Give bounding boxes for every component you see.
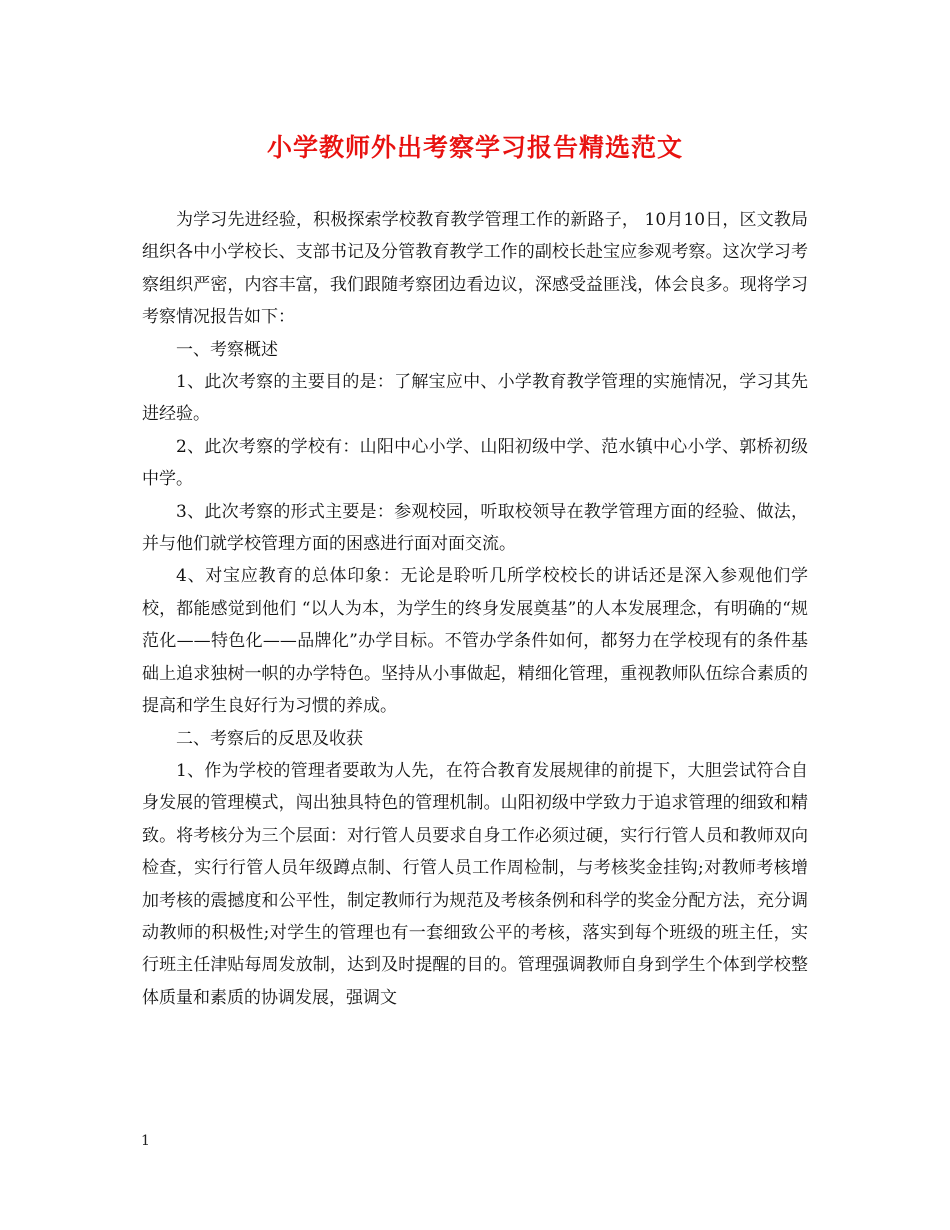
overview-item-format: 3、此次考察的形式主要是：参观校园，听取校领导在教学管理方面的经验、做法，并与他们就学校管理方面的困惑进行面对面交流。: [142, 501, 808, 555]
overview-item-impression: 4、对宝应教育的总体印象：无论是聆听几所学校校长的讲话还是深入参观他们学校，都能感觉到他们 “以人为本，为学生的终身发展奠基”的人本发展理念，有明确的“规范化——特色化——品牌化”办学目标。不管办学条件如何，都努力在学校现有的条件基础上追求独树一帜的办学特色。坚持从小事做起，精细化管理，重视教师队伍综合素质的提高和学生良好行为习惯的养成。: [142, 566, 808, 717]
overview-item-schools: 2、此次考察的学校有：山阳中心小学、山阳初级中学、范水镇中心小学、郭桥初级中学。: [142, 436, 808, 490]
document-title: 小学教师外出考察学习报告精选范文: [266, 133, 683, 162]
section-heading-overview: 一、考察概述: [176, 339, 278, 360]
overview-item-purpose: 1、此次考察的主要目的是：了解宝应中、小学教育教学管理的实施情况，学习其先进经验。: [142, 372, 808, 425]
reflection-item-management: 1、作为学校的管理者要敢为人先，在符合教育发展规律的前提下，大胆尝试符合自身发展的管理模式，闯出独具特色的管理机制。山阳初级中学致力于追求管理的细致和精致。将考核分为三个层面：对行管人员要求自身工作必须过硬，实行行管人员和教师双向检查，实行行管人员年级蹲点制、行管人员工作周检制，与考核奖金挂钩;对教师考核增加考核的震撼度和公平性，制定教师行为规范及考核条例和科学的奖金分配方法，充分调动教师的积极性;对学生的管理也有一套细致公平的考核，落实到每个班级的班主任，实行班主任津贴每周发放制，达到及时提醒的目的。管理强调教师自身到学生个体到学校整体质量和素质的协调发展，强调文: [142, 760, 808, 1008]
section-heading-reflection: 二、考察后的反思及收获: [176, 728, 363, 749]
page-number: 1: [141, 1133, 150, 1149]
intro-paragraph: 为学习先进经验，积极探索学校教育教学管理工作的新路子， 10月10日，区文教局组织各中小学校长、支部书记及分管教育教学工作的副校长赴宝应参观考察。这次学习考察组织严密，内容丰富，我们跟随考察团边看边议，深感受益匪浅，体会良多。现将学习考察情况报告如下：: [142, 210, 808, 328]
document-body: [142, 204, 808, 1014]
